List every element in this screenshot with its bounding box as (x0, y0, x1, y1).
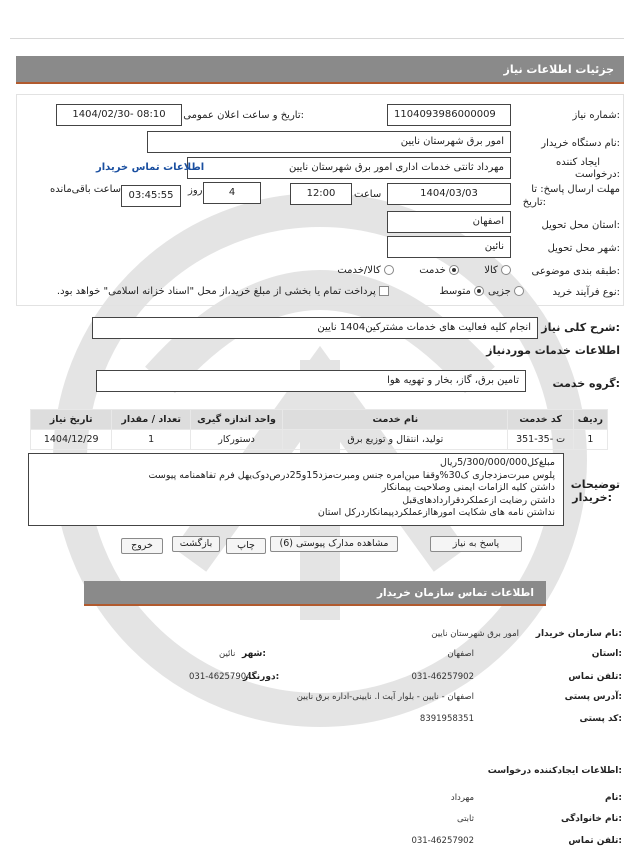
process-option-minor[interactable]: جزیی (488, 286, 524, 297)
announce-date-label: تاریخ و ساعت اعلان عمومی: (183, 110, 304, 121)
col-name-header: نام خدمت (283, 410, 508, 430)
deadline-time-label: ساعت (354, 189, 382, 200)
announce-date-field: 1404/02/30- 08:10 (56, 104, 182, 126)
province-label: استان محل تحویل: (541, 220, 620, 231)
note-line: داشتن رضایت ازعملکردقراردادهای‌قبل (402, 494, 555, 506)
buyer-contact-link[interactable]: اطلاعات تماس خریدار (96, 162, 205, 173)
page-title: جزئیات اطلاعات نیاز (16, 56, 624, 84)
contact-city-value: نائین (219, 649, 236, 659)
radio-icon (501, 265, 511, 275)
process-label: نوع فرآیند خرید: (552, 287, 620, 298)
radio-icon (384, 265, 394, 275)
cell-date: 1404/12/29 (31, 430, 112, 450)
buyer-org-label: نام دستگاه خریدار: (541, 138, 620, 149)
buyer-notes-box (28, 453, 564, 526)
services-table (30, 409, 608, 450)
contact-postal-value: 8391958351 (419, 714, 474, 724)
contact-title: اطلاعات تماس سازمان خریدار (84, 581, 546, 606)
payment-treasury-option[interactable]: پرداخت تمام یا بخشی از مبلغ خرید،از محل "اسناد خزانه اسلامی" خواهد بود. (57, 286, 389, 297)
cell-unit: دستورکار (190, 430, 282, 450)
contact-org-label: نام سازمان خریدار: (535, 629, 622, 639)
buyer-notes-label-1: توضیحات (570, 478, 620, 491)
col-row-header: ردیف (573, 410, 607, 430)
category-option-goods[interactable]: کالا (484, 265, 511, 276)
contact-address-label: آدرس پستی: (564, 692, 622, 702)
note-line: داشتن کلیه الزامات ایمنی وصلاحیت پیمانکار (381, 482, 555, 493)
contact-phone-value: 031-46257902 (411, 672, 474, 682)
reply-button[interactable]: پاسخ به نیاز (430, 536, 522, 552)
buyer-org-field: امور برق شهرستان نایین (147, 131, 511, 153)
remaining-time-field: 03:45:55 (121, 185, 181, 207)
checkbox-icon (379, 286, 389, 296)
exit-button[interactable]: خروج (121, 538, 163, 554)
creator-name-label: نام: (605, 793, 622, 803)
days-field: 4 (203, 182, 261, 204)
service-group-label: گروه خدمت: (552, 377, 620, 390)
cell-name: تولید، انتقال و توزیع برق (283, 430, 508, 450)
contact-fax-label: دورنگار: (243, 672, 280, 682)
process-option-medium[interactable]: متوسط (439, 286, 484, 297)
creator-label-2: درخواست: (575, 169, 620, 180)
creator-field: مهرداد ثانتی خدمات اداری امور برق شهرستان نایین (187, 157, 511, 179)
radio-selected-icon (474, 286, 484, 296)
radio-icon (514, 286, 524, 296)
city-label: شهر محل تحویل: (547, 243, 620, 254)
creator-info-title: اطلاعات ایجادکننده درخواست: (487, 766, 622, 776)
contact-address-value: اصفهان - نایین - بلوار آیت ا. نایینی-اداره برق نایین (296, 692, 474, 702)
province-field: اصفهان (387, 211, 511, 233)
col-unit-header: واحد اندازه گیری (190, 410, 282, 430)
view-attachments-button[interactable]: مشاهده مدارک پیوستی (6) (270, 536, 398, 552)
top-divider (10, 38, 624, 39)
contact-postal-label: کد پستی: (579, 714, 622, 724)
creator-phone-value: 031-46257902 (411, 836, 474, 846)
table-row (31, 430, 608, 450)
contact-province-value: اصفهان (447, 649, 474, 659)
radio-selected-icon (449, 265, 459, 275)
col-qty-header: تعداد / مقدار (112, 410, 190, 430)
city-field: نائین (387, 236, 511, 258)
remaining-time-label: ساعت باقی‌مانده (50, 184, 122, 195)
deadline-label-1: مهلت ارسال پاسخ: تا (531, 184, 620, 195)
creator-family-value: ثابتی (457, 814, 474, 824)
summary-label: شرح کلی نیاز: (541, 321, 620, 334)
contact-province-label: استان: (591, 649, 622, 659)
col-date-header: تاریخ نیاز (31, 410, 112, 430)
summary-field: انجام کلیه فعالیت های خدمات مشترکین1404 نایین (92, 317, 538, 339)
service-group-field: تامین برق، گاز، بخار و تهویه هوا (96, 370, 526, 392)
back-button[interactable]: بازگشت (172, 536, 220, 552)
category-label: طبقه بندی موضوعی: (531, 266, 620, 277)
days-label: روز (188, 185, 203, 196)
creator-family-label: نام خانوادگی: (560, 814, 622, 824)
note-line: مبلغ‌کل5/300/000/000ریال (440, 457, 555, 468)
creator-name-value: مهرداد (450, 793, 474, 803)
buyer-notes-label-2: خریدار: (572, 491, 612, 504)
print-button[interactable]: چاپ (226, 538, 266, 554)
need-number-field: 1104093986000009 (387, 104, 511, 126)
contact-phone-label: تلفن تماس: (568, 672, 622, 682)
deadline-label-2: تاریخ: (522, 197, 546, 208)
creator-label-1: ایجاد کننده (556, 157, 600, 168)
deadline-time-field: 12:00 (290, 183, 352, 205)
cell-row: 1 (573, 430, 607, 450)
col-code-header: کد خدمت (508, 410, 573, 430)
cell-code: ت -35-351 (508, 430, 573, 450)
category-option-service[interactable]: خدمت (419, 265, 459, 276)
deadline-date-field: 1404/03/03 (387, 183, 511, 205)
contact-city-label: شهر: (242, 649, 266, 659)
need-number-label: شماره نیاز: (572, 110, 620, 121)
contact-fax-value: 031-46257904 (189, 672, 252, 682)
table-header-row (31, 410, 608, 430)
note-line: پلوس مبرت‌مزدجاری ک30%‌وقفا مین‌امره جنس ومبرت‌مزد15و25درص‌دوک‌یهل فرم تفاهمنامه پیوست (148, 469, 555, 481)
contact-org-value: امور برق شهرستان نایین (431, 629, 519, 639)
note-line: نداشتن نامه های شکایت امورهاازعملکردپیمانکاردرکل استان (317, 507, 555, 518)
cell-qty: 1 (112, 430, 190, 450)
category-option-goods-service[interactable]: کالا/خدمت (337, 265, 394, 276)
creator-phone-label: تلفن تماس: (568, 836, 622, 846)
services-title: اطلاعات خدمات موردنیاز (486, 344, 620, 357)
